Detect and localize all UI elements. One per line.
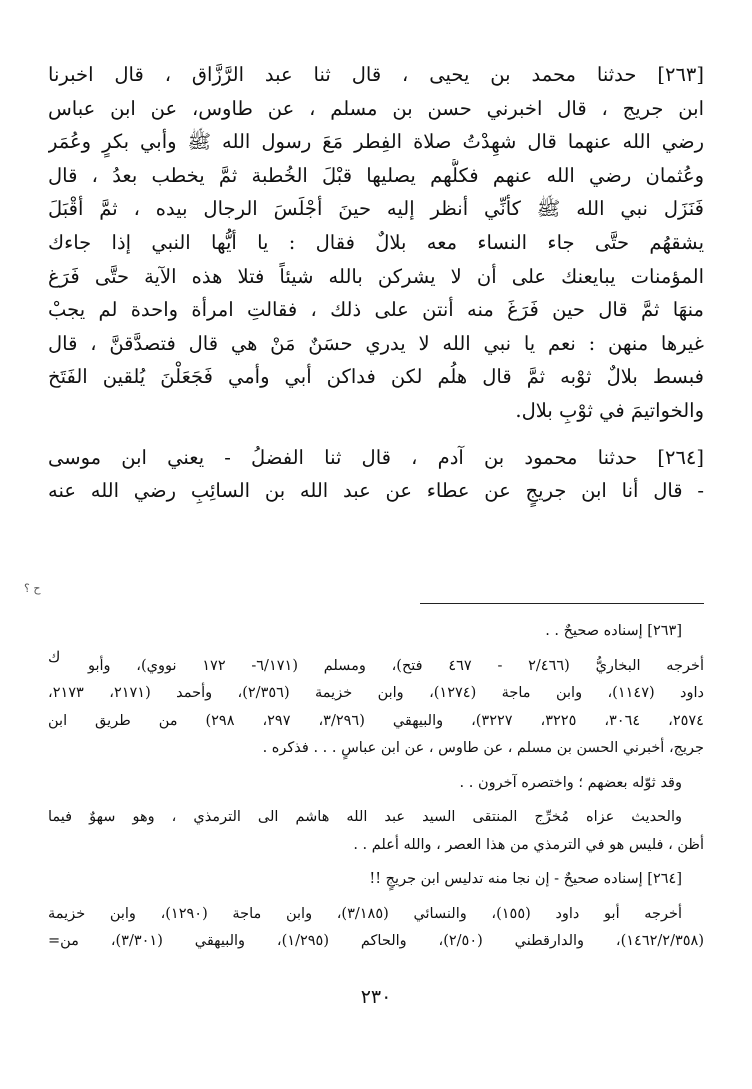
footnote-line: وقد ثوّله بعضهم ؛ واختصره آخرون . . (459, 774, 682, 791)
footnote-line: أخرجه أبو داود (١٥٥)، والنسائي (٣/١٨٥)، وابن ماجة (١٢٩٠)، وابن خزيمة (48, 905, 682, 922)
footnote-line: أظن ، فليس هو في الترمذي من هذا العصر ، والله أعلم . . (353, 836, 704, 853)
text-line: المؤمنات يبايعنك على أن لا يشركن بالله شيئاً فتلا هذه الآية حتَّى فَرَغ (48, 264, 704, 288)
hadith-263 (48, 58, 704, 428)
footnotes (48, 618, 704, 956)
text-line: رضي الله عنهما قال شهِدْتُ صلاة الفِطر مَعَ رسول الله ﷺ وأبي بكرٍ وعُمَر (48, 130, 704, 154)
footnote-line: ٢٥٧٤، ٣٠٦٤، ٣٢٢٥، ٣٢٢٧)، والبيهقي (٣/٢٩٦، ٢٩٧، ٢٩٨) من طريق ابن (48, 712, 704, 729)
footnote-line: جريج، أخبرني الحسن بن مسلم ، عن طاوس ، عن ابن عباسٍ . . . فذكره . (262, 740, 704, 756)
text-line: غيرها منهن : نعم يا نبي الله لا يدري حسَنٌ مَنْ هي قال فتصدَّقنَّ ، قال (48, 331, 704, 355)
text-line: يشقهُم حتَّى جاء النساء معه بلالٌ فقال : يا أيُّها النبي إذا جاءك (48, 230, 704, 254)
text-line: منهَا ثمَّ قال حين فَرَغَ منه أنتن على ذلك ، فقالتِ امرأة واحدة لم يجبْ (48, 298, 704, 322)
footnote-line: أخرجه البخاريُّ (٢/٤٦٦ - ٤٦٧ فتح)، ومسلم (٦/١٧١- ١٧٢ نووي)، وأبو (88, 657, 704, 674)
text-line: ابن جريج ، قال اخبرني حسن بن مسلم ، عن طاوس، عن ابن عباس (48, 96, 704, 120)
text-line: [٢٦٣] حدثنا محمد بن يحيى ، قال ثنا عبد الرَّزَّاق ، قال اخبرنا (48, 63, 704, 86)
text-line: فَنَزَل نبي الله ﷺ كأنِّي أنظر إليه حينَ أجْلَسَ الرجال بيده ، ثمَّ أقْبَلَ (48, 197, 704, 221)
footnote-line: داود (١١٤٧)، وابن ماجة (١٢٧٤)، وابن خزيمة (٢/٣٥٦)، وأحمد (٢١٧١، ٢١٧٣، (48, 685, 704, 701)
footnote-line: (١٤٦٢/٢/٣٥٨)، والدارقطني (٢/٥٠)، والحاكم (١/٢٩٥)، والبيهقي (٣/٣٠١)، من= (48, 933, 704, 949)
hadith-264 (48, 441, 704, 508)
footnote-divider (420, 603, 704, 604)
text-line: [٢٦٤] حدثنا محمود بن آدم ، قال ثنا الفضلُ - يعني ابن موسى (48, 445, 704, 469)
main-text (48, 58, 704, 508)
footnote-line: والحديث عزاه مُخرِّج المنتقى السيد عبد الله هاشم الى الترمذي ، وهو سهوٌ فيما (48, 809, 682, 825)
footnote-heading: [٢٦٤] إسناده صحيحٌ - إن نجا منه تدليس ابن جريجٍ !! (369, 871, 682, 887)
text-line: وعُثمان رضي الله عنهم فكلُّهم يصليها قبْلَ الخُطبة ثمَّ يخطب بعدُ ، قال (48, 163, 704, 187)
text-line: - قال أنا ابن جريجٍ عن عطاء عن عبد الله بن السائِبِ رضي الله عنه (48, 479, 704, 503)
margin-annotation: ح ؟ (24, 582, 41, 595)
margin-letter: ك (48, 648, 61, 666)
text-line: والخواتيمَ في ثوْبِ بلال. (515, 398, 704, 422)
text-line: فبسط بلالٌ ثوْبه ثمَّ قال هلُم لكن فداكن أبي وأمي فَجَعَلْنَ يُلقين الفَتَخ (48, 365, 704, 389)
page-number: ٢٣٠ (360, 986, 392, 1008)
footnote-heading: [٢٦٣] إسناده صحيحٌ . . (545, 623, 682, 639)
